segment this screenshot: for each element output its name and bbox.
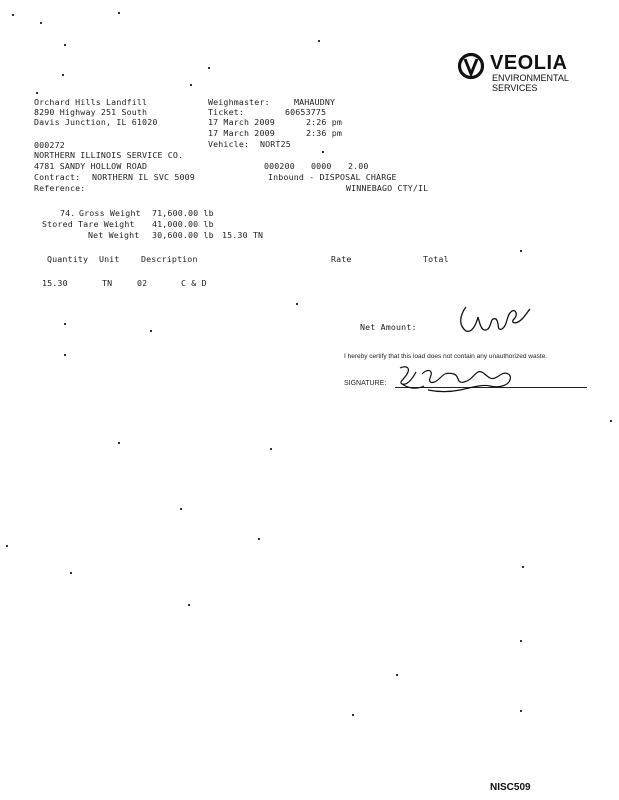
net-value: 30,600.00 lb — [152, 230, 214, 240]
logo-name: VEOLIA — [490, 52, 568, 74]
transaction-direction: Inbound - DISPOSAL CHARGE — [268, 172, 397, 182]
reference-label: Reference: — [34, 183, 86, 193]
gross-label: Gross Weight — [79, 208, 141, 218]
weighmaster-label: Weighmaster: — [208, 97, 270, 107]
row-unit: TN — [102, 278, 113, 288]
contract-label: Contract: — [34, 172, 81, 182]
ticket-value: 60653775 — [285, 107, 327, 117]
row-description: C & D — [181, 278, 207, 288]
site-name: Orchard Hills Landfill — [34, 97, 148, 107]
customer-name: NORTHERN ILLINOIS SERVICE CO. — [34, 150, 184, 160]
header-total: Total — [423, 254, 449, 264]
header-rate: Rate — [331, 254, 352, 264]
header-quantity: Quantity — [47, 254, 89, 264]
site-address: 8290 Highway 251 South — [34, 107, 148, 117]
date-out: 17 March 2009 — [208, 128, 275, 138]
site-city: Davis Junction, IL 61020 — [34, 117, 158, 127]
row-code: 02 — [137, 278, 148, 288]
document-code: NISC509 — [490, 782, 531, 793]
net-tons: 15.30 TN — [222, 230, 264, 240]
date-in: 17 March 2009 — [208, 117, 275, 127]
logo-tagline-line1: ENVIRONMENTAL — [492, 73, 569, 83]
weighmaster-value: MAHAUDNY — [294, 97, 336, 107]
signature-label: SIGNATURE: — [344, 380, 387, 387]
header-description: Description — [141, 254, 198, 264]
gross-value: 71,600.00 lb — [152, 208, 214, 218]
customer-code: 000272 — [34, 140, 65, 150]
contract-value: NORTHERN IL SVC 5009 — [92, 172, 195, 182]
ticket-label: Ticket: — [208, 107, 245, 117]
certification-text: I hereby certify that this load does not contain any unauthorized waste. — [344, 353, 548, 360]
time-in: 2:26 pm — [306, 117, 343, 127]
gross-prefix: 74. — [60, 208, 76, 218]
origin: WINNEBAGO CTY/IL — [346, 183, 429, 193]
veolia-logo-icon — [456, 51, 486, 81]
row-quantity: 15.30 — [42, 278, 68, 288]
vehicle-label: Vehicle: — [208, 139, 250, 149]
account-code: 000200 — [264, 161, 295, 171]
customer-address: 4781 SANDY HOLLOW ROAD — [34, 161, 148, 171]
signature-mark — [394, 362, 534, 396]
header-unit: Unit — [99, 254, 120, 264]
tare-label: Stored Tare Weight — [42, 219, 135, 229]
net-label: Net Weight — [88, 230, 140, 240]
account-amount: 2.00 — [348, 161, 369, 171]
net-amount-label: Net Amount: — [360, 322, 417, 332]
tare-value: 41,000.00 lb — [152, 219, 214, 229]
time-out: 2:36 pm — [306, 128, 343, 138]
vehicle-value: NORT25 — [260, 139, 291, 149]
logo-tagline-line2: SERVICES — [492, 83, 538, 93]
account-sub: 0000 — [311, 161, 332, 171]
initials-mark — [456, 303, 536, 339]
